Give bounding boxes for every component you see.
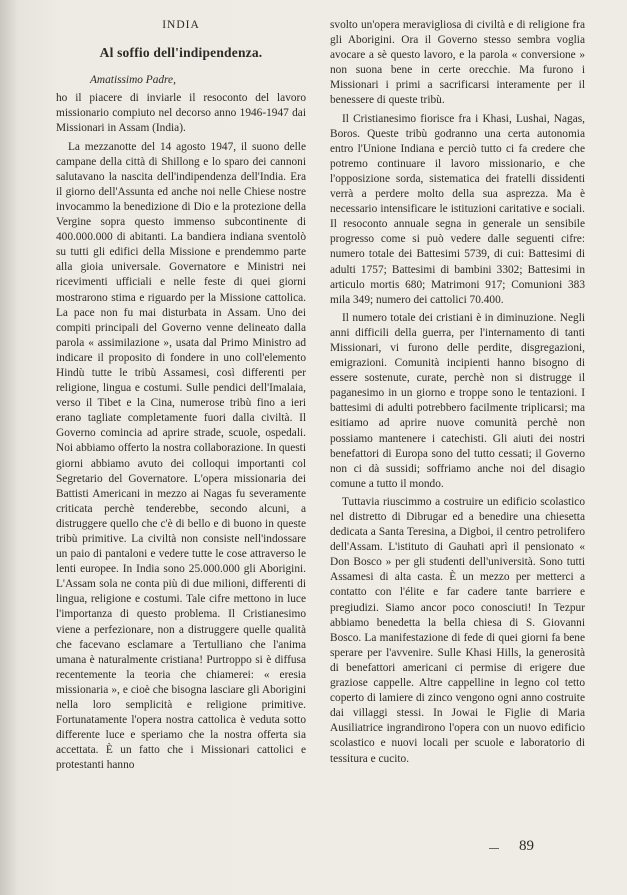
paragraph: ho il piacere di inviarle il resoconto del lavoro missionario compiuto nel decorso anno 1946-1947 dai Missionari in Assam (India).	[56, 92, 306, 135]
paragraph: Il Cristianesimo fiorisce fra i Khasi, Lushai, Nagas, Boros. Queste tribù godranno una certa autonomia entro l'Unione Indiana e perciò tutto ci fa credere che potremo continuare il lavoro missionario, e che l'opposizione sorda, sistematica dei fratelli dissidenti verrà a perdere molto della sua asprezza. Ma è necessario intensificare le istituzioni caritative e sociali. Il resoconto annuale segna in generale un sensibile progresso come si può vedere dalle seguenti cifre: numero totale dei Battesimi 5739, di cui: Battesimi di adulti 1757; Battesimi di bambini 3302; Battesimi in articulo mortis 680; Matrimoni 917; Comunioni 383 mila 349; numero dei cattolici 70.400.	[330, 112, 585, 306]
page-number: 89	[519, 838, 534, 854]
paragraph: svolto un'opera meravigliosa di civiltà e di religione fra gli Aborigini. Ora il Governo stesso sembra voglia avocare a sè questo lavoro, e la parola « conversione » non suona bene in certe orecchie. Ma furono i Missionari i primi a sacrificarsi interamente per il benessere di queste tribù.	[330, 19, 585, 107]
left-column	[56, 18, 306, 774]
paragraph: Il numero totale dei cristiani è in diminuzione. Negli anni difficili della guerra, per l'internamento di tanti Missionari, vi furono delle perdite, disgregazioni, emigrazioni. Comunità incipienti hanno bisogno di essere sostenute, curate, perchè non si distrugge il paganesimo in un giorno e troppe sono le tentazioni. I battesimi di adulti potrebbero facilmente triplicarsi; ma esitiamo ad aprire nuove comunità perchè non possiamo mantenere i catechisti. Gli aiuti dei nostri benefattori di Europa sono del tutto cessati; il Governo non ci dà sussidi; soffriamo anche noi del disagio comune a tutto il mondo.	[330, 311, 585, 490]
footer-dash	[489, 848, 499, 849]
section-label: INDIA	[162, 19, 200, 31]
paragraph: La mezzanotte del 14 agosto 1947, il suono delle campane della città di Shillong e lo sparo dei cannoni salutavano la nascita dell'indipendenza dell'India. Era il giorno dell'Assunta ed anche noi nelle Chiese nostre invocammo la benedizione di Dio e la protezione della Vergine sopra questo immenso subcontinente di 400.000.000 di abitanti. La bandiera indiana sventolò su tutti gli edifici della Missione e prendemmo parte alla gioia universale. Governatore e Ministri nei ricevimenti ufficiali e nelle feste di quei giorni mostrarono stima e riguardo per la Missione cattolica. La pace non fu mai disturbata in Assam. Uno dei compiti principali del Governo venne delineato dalla parola « assimilazione », usata dal Primo Ministro ad indicare il proposito di fondere in uno coll'elemento Hindù tutte le tribù Assamesi, così differenti per religione, lingua e costumi. Sulle pendici dell'Imalaia, verso il Tibet e la Cina, numerose tribù fino a ieri erano tagliate completamente fuori dalla civiltà. Il Governo comincia ad aprire strade, scuole, ospedali. Noi abbiamo offerto la nostra collaborazione. In questi giorni abbiamo avuto dei colloqui importanti col Segretario del Governatore. L'opera missionaria dei Battisti Americani in mezzo ai Nagas fu severamente criticata perchè tenderebbe, secondo alcuni, a distruggere quello che c'è di bello e di buono in queste tribù primitive. La civiltà non consiste nell'indossare un paio di pantaloni e vedere tutte le cose attraverso le lenti europee. In India sono 25.000.000 gli Aborigini. L'Assam sola ne conta più di due milioni, differenti di lingua, religione e costumi. Tale cifre mettono in luce l'importanza di questo problema. Il Cristianesimo viene a perfezionare, non a distruggere quelle qualità che facevano esclamare a Tertulliano che l'anima umana è naturalmente cristiana! Purtroppo si è diffusa recentemente la teoria che chiamerei: « eresia missionaria », e cioè che bisogna lasciare gli Aborigini nella loro semplicità e religione primitive. Fortunatamente l'opera nostra cattolica è veduta sotto differente luce e speriamo che la nostra offerta sia accettata. È un fatto che i Missionari cattolici e protestanti hanno	[56, 140, 306, 772]
paragraph: Tuttavia riuscimmo a costruire un edificio scolastico nel distretto di Dibrugar ed a benedire una chiesetta dedicata a Santa Teresina, a Digboi, il centro petrolifero dell'Assam. L'istituto di Gauhati aprì il pensionato « Don Bosco » per gli studenti dell'università. Sono tutti Assamesi di alta casta. È un mezzo per metterci a contatto con l'élite e far cadere tante barriere e pregiudizi. Siamo ancor poco conosciuti! In Tezpur abbiamo benedetta la bella chiesa di S. Giovanni Bosco. La manifestazione di fede di quei giorni fa bene sperare per l'avvenire. Sulle Khasi Hills, la generosità di benefattori americani ci permise di erigere due graziose cappelle. Altre cappelline in legno col tetto coperto di lamiere di zinco vengono ogni anno costruite dai villaggi stessi. In Jowai le Figlie di Maria Ausiliatrice ingrandirono l'opera con un nuovo edificio scolastico e nuovi locali per scuole e laboratorio di tessitura e cucito.	[330, 495, 585, 765]
article-title: Al soffio dell'indipendenza.	[99, 45, 263, 61]
right-column	[330, 18, 585, 767]
salutation: Amatissimo Padre,	[90, 74, 176, 87]
